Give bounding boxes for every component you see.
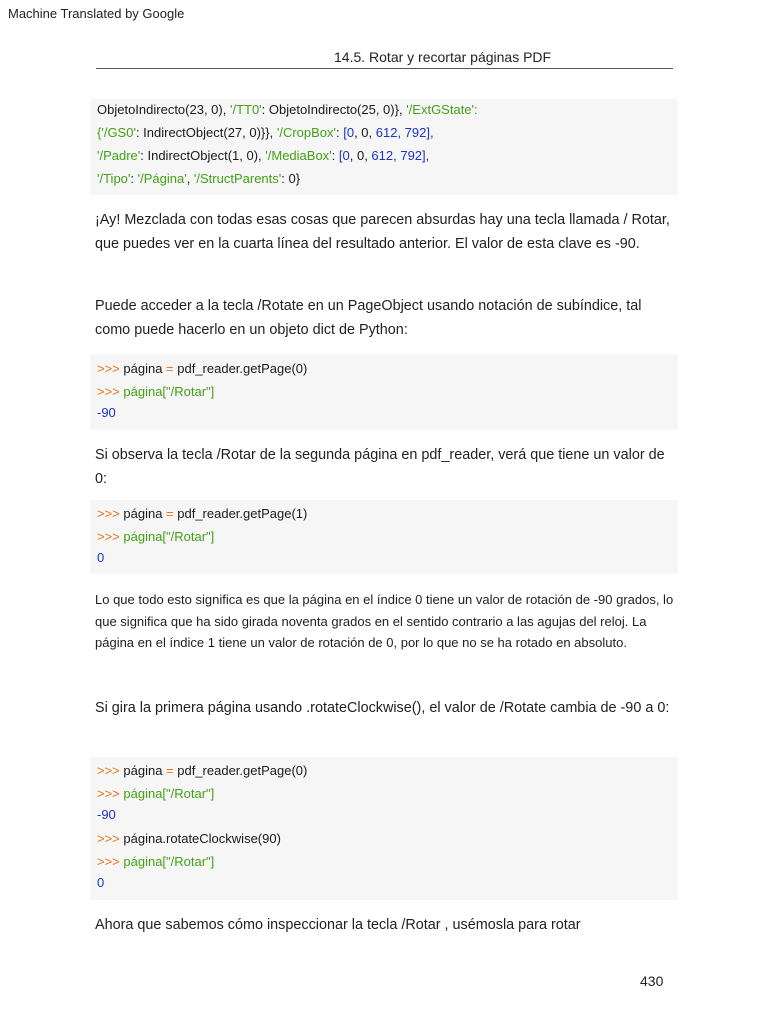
header-rule (96, 68, 673, 69)
code-operator: = (166, 763, 174, 778)
code-line (97, 853, 214, 870)
code-operator: = (166, 506, 174, 521)
code-line (97, 124, 434, 141)
code-string: página["/Rotar"] (119, 854, 215, 869)
code-block-page-dict (90, 99, 678, 195)
code-number: 612, 792] (371, 148, 426, 163)
code-line (97, 785, 214, 802)
code-string: '/StructParents' (193, 171, 282, 186)
code-text: , 0, (349, 148, 372, 163)
code-line (97, 528, 214, 545)
code-prompt: >>> (97, 384, 120, 399)
code-string: '/Padre' (97, 148, 141, 163)
code-text: , 0, (354, 125, 376, 140)
paragraph: Ahora que sabemos cómo inspeccionar la tecla /Rotar , usémosla para rotar (95, 917, 581, 933)
code-line (97, 101, 478, 118)
code-text: página.rotateClockwise(90) (119, 831, 281, 846)
code-string: página["/Rotar"] (119, 529, 215, 544)
code-text: : (130, 171, 138, 186)
code-line (97, 360, 307, 377)
code-text: : (336, 125, 344, 140)
code-output: 0 (97, 550, 105, 565)
code-text: pdf_reader.getPage(1) (173, 506, 308, 521)
code-operator: = (166, 361, 174, 376)
code-block-rotate-clockwise (90, 757, 678, 900)
code-text: , (186, 171, 194, 186)
code-prompt: >>> (97, 361, 120, 376)
code-line (97, 170, 300, 187)
code-block-second-page (90, 500, 678, 574)
code-block-get-rotate (90, 354, 678, 430)
machine-translation-label: Machine Translated by Google (8, 6, 185, 21)
code-text: ObjetoIndirecto(23, 0), (97, 102, 230, 117)
code-string: '/Página' (137, 171, 187, 186)
code-string: '/ExtGState' (406, 102, 475, 117)
code-text: pdf_reader.getPage(0) (173, 361, 308, 376)
code-line (97, 830, 281, 847)
code-line (97, 762, 307, 779)
code-string: '/GS0' (101, 125, 136, 140)
code-line (97, 505, 307, 522)
page-number: 430 (640, 973, 664, 989)
code-number: , (429, 125, 434, 140)
paragraph: Si gira la primera página usando .rotateClockwise(), el valor de /Rotate cambia de -90 a 0: (95, 700, 670, 716)
paragraph: ¡Ay! Mezclada con todas esas cosas que parecen absurdas hay una tecla llamada / Rotar, que puedes ver en la cuarta línea del resultado anterior. El valor de esta clave es -90. (95, 212, 670, 252)
code-prompt: >>> (97, 506, 120, 521)
code-string: : (474, 102, 478, 117)
code-output: -90 (97, 405, 116, 420)
code-output: -90 (97, 807, 116, 822)
code-string: '/MediaBox' (265, 148, 332, 163)
running-header: 14.5. Rotar y recortar páginas PDF (334, 49, 552, 65)
code-string: '/Tipo' (97, 171, 131, 186)
paragraph: Lo que todo esto significa es que la página en el índice 0 tiene un valor de rotación de -90 grados, lo que significa que ha sido girada noventa grados en el sentido contrario a las agujas del reloj. La página en el índice 1 tiene un valor de rotación de 0, por lo que no se ha rotado en absoluto. (95, 592, 674, 650)
code-output: 0 (97, 875, 105, 890)
code-string: página["/Rotar"] (119, 384, 215, 399)
code-text: página (119, 361, 167, 376)
code-line (97, 147, 429, 164)
code-number: 612, 792] (375, 125, 430, 140)
code-string: página["/Rotar"] (119, 786, 215, 801)
code-text: pdf_reader.getPage(0) (173, 763, 308, 778)
code-string: '/TT0' (229, 102, 262, 117)
code-text: : IndirectObject(1, 0), (140, 148, 266, 163)
code-text: : 0} (281, 171, 301, 186)
paragraph: Puede acceder a la tecla /Rotate en un PageObject usando notación de subíndice, tal como puede hacerlo en un objeto dict de Python: (95, 298, 642, 338)
code-prompt: >>> (97, 763, 120, 778)
code-prompt: >>> (97, 529, 120, 544)
paragraph: Si observa la tecla /Rotar de la segunda página en pdf_reader, verá que tiene un valor de 0: (95, 447, 665, 487)
code-number: [0 (343, 125, 355, 140)
code-text: : ObjetoIndirecto(25, 0)}, (261, 102, 407, 117)
code-line (97, 383, 214, 400)
code-string: '/CropBox' (276, 125, 336, 140)
code-text: : IndirectObject(27, 0)}}, (135, 125, 277, 140)
code-prompt: >>> (97, 831, 120, 846)
code-prompt: >>> (97, 854, 120, 869)
code-string: { (97, 125, 102, 140)
code-text: página (119, 506, 167, 521)
code-text: página (119, 763, 167, 778)
code-prompt: >>> (97, 786, 120, 801)
code-number: , (425, 148, 430, 163)
code-number: [0 (338, 148, 350, 163)
code-text: : (331, 148, 339, 163)
